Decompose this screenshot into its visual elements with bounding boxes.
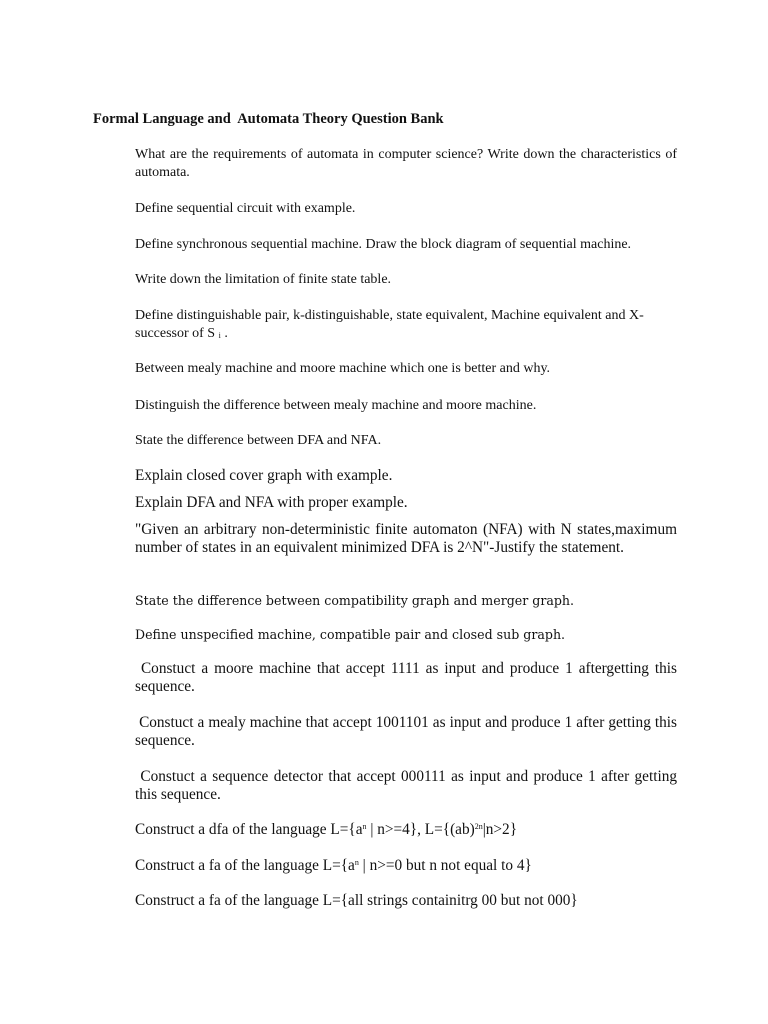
question-fa-language-not-4 bbox=[135, 857, 677, 875]
superscript-n: n bbox=[354, 858, 359, 867]
question-finite-state-table: Write down the limitation of finite state table. bbox=[135, 272, 392, 287]
question-nfa-dfa-states: "Given an arbitrary non-deterministic finite automaton (NFA) with N states,maximum number of states in an equivalent minimized DFA is 2^N"-Justify the statement. bbox=[135, 521, 677, 556]
page-title: Formal Language and Automata Theory Question Bank bbox=[93, 111, 444, 127]
superscript-2n: 2n bbox=[474, 822, 483, 831]
question-text: Define distinguishable pair, k-distinguishable, state equivalent, Machine equivalent and X-successor of S bbox=[135, 308, 644, 341]
question-synchronous-machine: Define synchronous sequential machine. Draw the block diagram of sequential machine. bbox=[135, 237, 632, 252]
question-compatibility-merger-graph: State the difference between compatibility graph and merger graph. bbox=[135, 593, 575, 608]
question-explain-dfa-nfa: Explain DFA and NFA with proper example. bbox=[135, 494, 408, 511]
subscript: i bbox=[218, 331, 221, 340]
question-moore-machine-1111: Constuct a moore machine that accept 1111 as input and produce 1 aftergetting this sequence. bbox=[135, 660, 681, 695]
question-sequential-circuit: Define sequential circuit with example. bbox=[135, 201, 356, 216]
question-fa-strings-00: Construct a fa of the language L={all strings containitrg 00 but not 000} bbox=[135, 892, 578, 909]
question-text-part-2: | n>=4}, L={(ab) bbox=[366, 821, 475, 838]
question-distinguishable-pair bbox=[135, 307, 677, 345]
superscript-n: n bbox=[362, 822, 367, 831]
question-text-part-1: Construct a dfa of the language L={a bbox=[135, 821, 363, 838]
question-distinguish-mealy-moore: Distinguish the difference between mealy machine and moore machine. bbox=[135, 398, 537, 413]
question-mealy-machine-1001101: Constuct a mealy machine that accept 1001101 as input and produce 1 after getting this sequence. bbox=[135, 714, 681, 749]
question-text-end: . bbox=[220, 326, 228, 341]
question-requirements-automata: What are the requirements of automata in computer science? Write down the characteristics of automata. bbox=[135, 147, 677, 180]
question-text-part-3: |n>2} bbox=[482, 821, 518, 838]
question-dfa-nfa-difference: State the difference between DFA and NFA. bbox=[135, 433, 382, 448]
question-text-part-1: Construct a fa of the language L={a bbox=[135, 857, 355, 874]
question-mealy-vs-moore: Between mealy machine and moore machine which one is better and why. bbox=[135, 361, 551, 376]
question-closed-cover-graph: Explain closed cover graph with example. bbox=[135, 467, 393, 484]
question-sequence-detector-000111: Constuct a sequence detector that accept 000111 as input and produce 1 after getting this sequence. bbox=[135, 768, 681, 803]
question-unspecified-machine: Define unspecified machine, compatible pair and closed sub graph. bbox=[135, 627, 566, 642]
question-dfa-language bbox=[135, 821, 677, 839]
question-text-part-2: | n>=0 but n not equal to 4} bbox=[358, 857, 532, 874]
